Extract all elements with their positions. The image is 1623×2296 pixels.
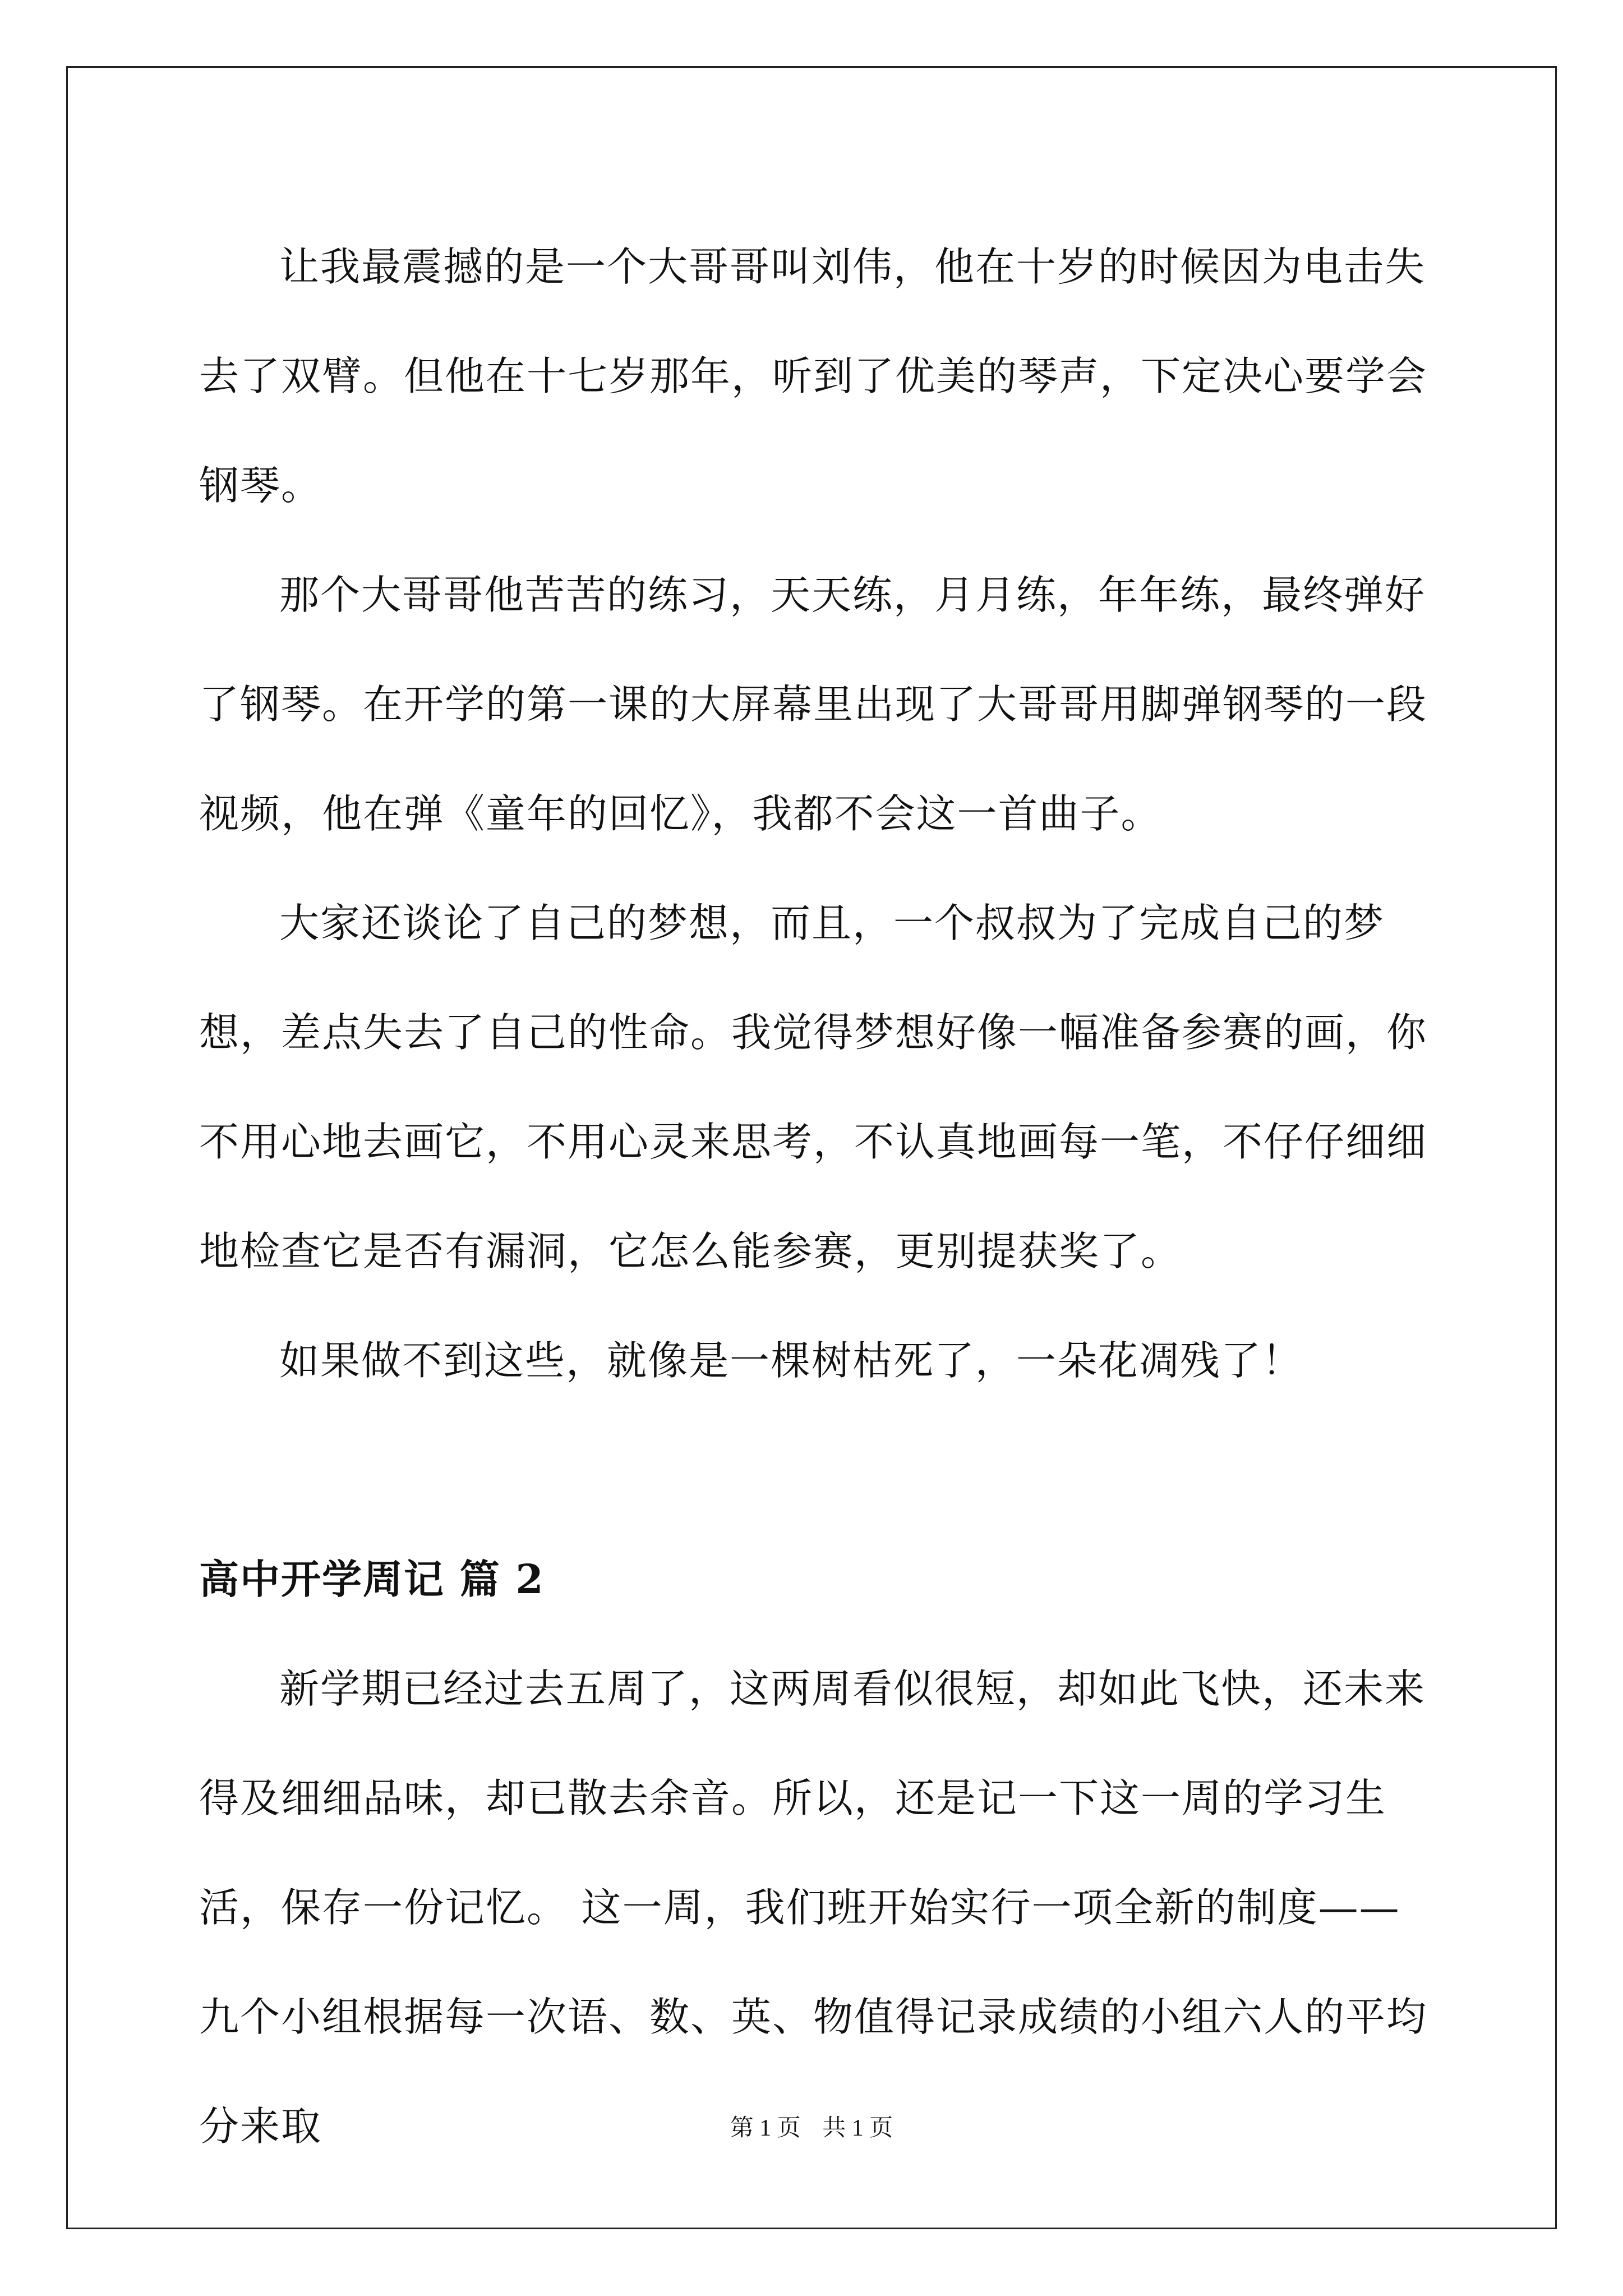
page-footer [0, 2109, 1623, 2143]
paragraph-2: 那个大哥哥他苦苦的练习，天天练，月月练，年年练，最终弹好了钢琴。在开学的第一课的大屏幕里出现了大哥哥用脚弹钢琴的一段视频，他在弹《童年的回忆》，我都不会这一首曲子。 [199, 572, 1428, 837]
section-heading: 高中开学周记 篇 2 [199, 1556, 545, 1603]
paragraph-3: 大家还谈论了自己的梦想，而且，一个叔叔为了完成自己的梦想，差点失去了自己的性命。我觉得梦想好像一幅准备参赛的画，你不用心地去画它，不用心灵来思考，不认真地画每一笔，不仔仔细细地检查它是否有漏洞，它怎么能参赛，更别提获奖了。 [199, 900, 1428, 1274]
paragraph-4: 如果做不到这些，就像是一棵树枯死了，一朵花凋残了！ [279, 1337, 1303, 1384]
paragraph-1: 让我最震撼的是一个大哥哥叫刘伟，他在十岁的时候因为电击失去了双臂。但他在十七岁那年，听到了优美的琴声，下定决心要学会钢琴。 [199, 243, 1428, 509]
page-number-current: 第 1 页 [730, 2115, 801, 2141]
document-body [199, 212, 1430, 2181]
paragraph-5: 新学期已经过去五周了，这两周看似很短，却如此飞快，还未来得及细细品味，却已散去余音。所以，还是记一下这一周的学习生活，保存一份记忆。 这一周，我们班开始实行一项全新的制度——九个小组根据每一次语、数、英、物值得记录成绩的小组六人的平均分来取 [199, 1665, 1428, 2150]
page-number-total: 共 1 页 [822, 2115, 893, 2141]
